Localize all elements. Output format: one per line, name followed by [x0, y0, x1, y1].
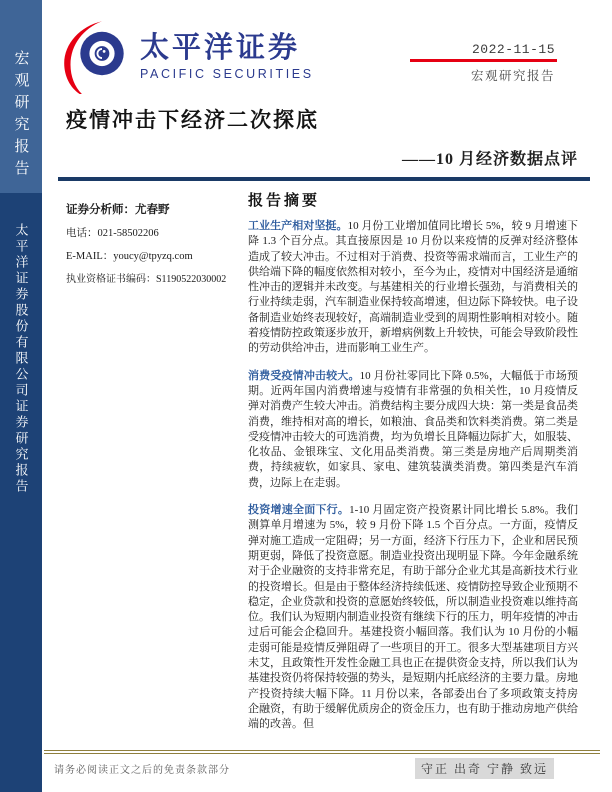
footer-disclaimer: 请务必阅读正文之后的免责条款部分 — [54, 765, 230, 776]
paragraph-text: 1-10 月固定资产投资累计同比增长 5.8%。我们测算单月增速为 5%，较 9 月份下降 1.5 个百分点。一方面，疫情反弹对施工造成一定阻碍；另一方面，经济下行压力下，企业和居民预期更弱，降低了投资意愿。制造业投资出现明显下降。今年金融系统对于企业融资的支持非常充足，有助于部分企业尤其是高新技术行业的投资增长。但是由于整体经济持续低迷、疫情防控导致企业预期不稳定，企业贷款和投资的意愿始终较低，所以制造业投资难以维持高位。我们认为短期内制造业投资有继续下行的压力，明年疫情的冲击过后可能会企稳回升。基建投资小幅回落。我们认为 10 月份的小幅走弱可能是疫情反弹阻碍了一些项目的开工。很多大型基建项目方兴未艾，且政策性开发性金融工具也正在提供资金支持，所以我们认为基建投资仍将保持较强的势头，是短期内托底经济的主要力量。房地产投资持续大幅下降。11 月份以来，各部委出台了多项政策支持房企融资，有助于缓解优质房企的资金压力，也有助于推动房地产供给端的改善。但 — [248, 504, 578, 731]
brand-name-en: PACIFIC SECURITIES — [140, 66, 314, 81]
analyst-phone-row — [66, 227, 248, 241]
analyst-info-block — [66, 203, 248, 296]
paragraph-lead: 投资增速全面下行。 — [248, 504, 350, 517]
report-date: 2022-11-15 — [471, 42, 555, 57]
page-title: 疫情冲击下经济二次探底 — [66, 108, 319, 132]
paragraph-text: 10 月份工业增加值同比增长 5%，较 9 月增速下降 1.3 个百分点。其直接原因是 10 月份以来疫情的反弹对经济整体造成了较大冲击。不过相对于消费、投资等需求端而言，工业生产的供给端下降的幅度依然相对较小，至今为止，疫情对中国经济是通缩性冲击的逻辑并未改变。与基建相关的行业增长强劲，与消费相关的行业持续走弱，汽车制造业保持较高增速，但边际下降较快。电子设备制造业始终表现较好，高端制造业受到的周期性影响相对较小。随着疫情防控政策逐步放开，新增病例数上升较快，可能会导致阶段性的劳动供给冲击，进而影响工业生产。 — [248, 220, 579, 355]
email-value: youcy@tpyzq.com — [113, 251, 193, 262]
date-underline — [410, 59, 557, 62]
analyst-name-row — [66, 203, 248, 217]
sidebar-company-band — [0, 193, 42, 792]
email-label: E-MAIL： — [66, 251, 114, 262]
analyst-name: 尤春野 — [135, 204, 170, 216]
pacific-securities-logo-icon — [60, 20, 130, 94]
footer-motto: 守正 出奇 宁静 致远 — [415, 758, 554, 779]
summary-paragraph-industry — [248, 219, 578, 357]
header-divider — [58, 177, 590, 181]
footer-divider — [44, 750, 600, 754]
phone-label: 电话： — [66, 228, 98, 239]
brand-logo — [60, 20, 314, 94]
report-summary-section — [248, 189, 578, 745]
summary-paragraph-investment — [248, 503, 578, 732]
analyst-email-row — [66, 250, 248, 264]
report-meta-block — [410, 42, 557, 84]
analyst-license-row — [66, 273, 248, 287]
analyst-label: 证券分析师： — [66, 204, 135, 216]
paragraph-lead: 工业生产相对坚挺。 — [248, 220, 348, 232]
sidebar-company-label: 太平洋证券股份有限公司证券研究报告 — [13, 223, 29, 495]
paragraph-lead: 消费受疫情冲击较大。 — [248, 369, 360, 382]
phone-value: 021-58502206 — [97, 228, 159, 239]
license-value: S1190522030002 — [156, 274, 227, 285]
license-label: 执业资格证书编码： — [66, 274, 156, 285]
brand-name-cn: 太平洋证券 — [140, 32, 301, 65]
sidebar-report-type-band — [0, 0, 42, 193]
paragraph-text: 10 月份社零同比下降 0.5%，大幅低于市场预期。近两年国内消费增速与疫情有非常强的负相关性，10 月疫情反弹对消费产生较大冲击。消费结构主要分成四大块：第一类是食品类消费，维持相对高的增长，如粮油、食品类和饮料类消费。第二类是受疫情冲击较大的可选消费，均为负增长且降幅边际扩大，如服装、化妆品、金银珠宝、文化用品类消费。第三类是房地产后周期类消费，持续疲软，如家具、家电、建筑装潢类消费。第四类是汽车消费，边际上在走弱。 — [248, 369, 578, 489]
report-type-label: 宏观研究报告 — [470, 69, 555, 83]
summary-heading: 报告摘要 — [248, 193, 321, 209]
summary-paragraph-consumption — [248, 369, 578, 491]
brand-name-block — [140, 33, 314, 80]
sidebar-report-type-label: 宏观研究报告 — [12, 50, 29, 182]
page-subtitle: ——10 月经济数据点评 — [401, 151, 578, 168]
